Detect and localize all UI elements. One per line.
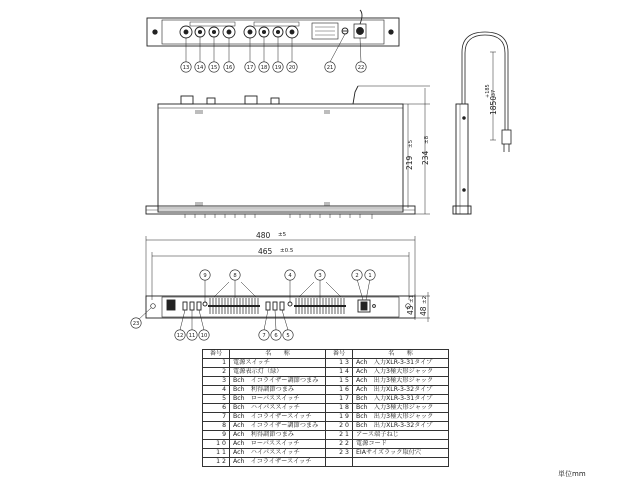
callout-number: 22	[357, 65, 365, 71]
part-name-cell: Bch 入力XLR-3-31タイプ	[353, 395, 449, 404]
part-number-cell: 3	[203, 377, 230, 386]
depth-219-tolerance: ±5	[408, 139, 414, 148]
table-row	[203, 395, 449, 404]
header-number-right: 番号	[326, 350, 353, 359]
part-number-cell: 2	[203, 368, 230, 377]
callout-number: 5	[286, 333, 290, 339]
part-name-cell: Ach 入力3極大形ジャック	[353, 368, 449, 377]
part-number-cell: 1 1	[203, 449, 230, 458]
table-row	[203, 422, 449, 431]
part-name-cell: アース端子ねじ	[353, 431, 449, 440]
front-callout-1	[365, 270, 375, 280]
table-row	[203, 377, 449, 386]
front-view	[146, 296, 415, 318]
part-number-cell: 1 2	[203, 458, 230, 467]
part-name-cell: EIAサイズラック取付穴	[353, 449, 449, 458]
part-name-cell: Bch ハイパススイッチ	[230, 404, 326, 413]
callout-number: 21	[326, 65, 334, 71]
width-480-label: 480	[256, 231, 271, 240]
callout-number: 9	[203, 273, 207, 279]
width-465-tolerance: ±0.5	[280, 248, 294, 254]
height-43-label: 43	[406, 305, 415, 315]
part-name-cell: Bch 利得調節つまみ	[230, 386, 326, 395]
part-number-cell: 9	[203, 431, 230, 440]
part-number-cell: 1	[203, 359, 230, 368]
part-number-cell: 1 4	[326, 368, 353, 377]
part-number-cell: 2 0	[326, 422, 353, 431]
part-number-cell: 2 3	[326, 449, 353, 458]
header-name-left: 名 称	[230, 350, 326, 359]
part-number-cell: 7	[203, 413, 230, 422]
front-callout-5	[283, 330, 293, 340]
callout-number: 11	[188, 333, 196, 339]
callout-number: 7	[262, 333, 266, 339]
top-view	[146, 86, 415, 219]
front-callout-9	[200, 270, 210, 280]
part-name-cell: Ach 入力XLR-3-31タイプ	[353, 359, 449, 368]
cord-tolerance-minus: -37	[491, 89, 497, 98]
table-row	[203, 404, 449, 413]
rear-callouts	[181, 62, 366, 72]
front-callout-2	[352, 270, 362, 280]
part-name-cell: Ach ハイパススイッチ	[230, 449, 326, 458]
callout-number: 10	[200, 333, 208, 339]
part-name-cell: Ach 利得調節つまみ	[230, 431, 326, 440]
rear-callout-15	[209, 62, 219, 72]
part-number-cell	[326, 458, 353, 467]
width-480-tolerance: ±5	[278, 232, 287, 238]
callout-number: 19	[274, 65, 282, 71]
part-name-cell: Bch 出力XLR-3-32タイプ	[353, 422, 449, 431]
part-number-cell: 1 7	[326, 395, 353, 404]
part-number-cell: 8	[203, 422, 230, 431]
part-name-cell: Ach イコライザースイッチ	[230, 458, 326, 467]
width-465-label: 465	[258, 247, 273, 256]
rear-view	[147, 10, 399, 46]
part-number-cell: 1 3	[326, 359, 353, 368]
callout-number: 8	[233, 273, 237, 279]
part-number-cell: 1 8	[326, 404, 353, 413]
part-number-cell: 1 6	[326, 386, 353, 395]
width-dimension-lines	[146, 236, 415, 300]
callout-number: 20	[288, 65, 296, 71]
part-name-cell: Bch 入力3極大形ジャック	[353, 404, 449, 413]
part-name-cell: 電源表示灯（緑）	[230, 368, 326, 377]
front-callout-4	[285, 270, 295, 280]
part-name-cell	[353, 458, 449, 467]
depth-dimension-lines	[358, 86, 430, 214]
height-48-label: 48	[419, 306, 428, 316]
rear-callout-17	[245, 62, 255, 72]
cord-length-label: 1850	[489, 95, 498, 115]
header-name-right: 名 称	[353, 350, 449, 359]
front-callout-3	[315, 270, 325, 280]
rear-callout-19	[273, 62, 283, 72]
callout-number: 18	[260, 65, 268, 71]
part-number-cell: 1 0	[203, 440, 230, 449]
rear-leaders	[186, 34, 361, 62]
part-number-cell: 1 5	[326, 377, 353, 386]
header-number-left: 番号	[203, 350, 230, 359]
rear-callout-14	[195, 62, 205, 72]
callout-number: 2	[355, 273, 359, 279]
table-row	[203, 368, 449, 377]
bch-eq-sliders	[294, 298, 346, 314]
side-view	[453, 104, 471, 214]
table-row	[203, 359, 449, 368]
table-header-row	[203, 350, 449, 359]
depth-234-tolerance: ±8	[424, 135, 430, 144]
front-callout-8	[230, 270, 240, 280]
part-number-cell: 2 1	[326, 431, 353, 440]
part-name-cell: 電源スイッチ	[230, 359, 326, 368]
rear-callout-13	[181, 62, 191, 72]
table-row	[203, 449, 449, 458]
front-callout-7	[259, 330, 269, 340]
callout-number: 6	[274, 333, 278, 339]
part-name-cell: Bch イコライザースイッチ	[230, 413, 326, 422]
part-name-cell: Ach 出力3極大形ジャック	[353, 377, 449, 386]
callout-number: 17	[246, 65, 254, 71]
parts-table	[202, 349, 449, 467]
front-callout-6	[271, 330, 281, 340]
part-name-cell: Bch ローパススイッチ	[230, 395, 326, 404]
table-row	[203, 431, 449, 440]
callout-number: 13	[182, 65, 190, 71]
height-48-tolerance: ±2	[422, 295, 428, 304]
part-number-cell: 5	[203, 395, 230, 404]
depth-219-label: 219	[405, 155, 414, 170]
cord-tolerance-plus: +185	[485, 84, 491, 98]
unit-note: 単位mm	[558, 470, 586, 478]
part-name-cell: Bch イコライザー調節つまみ	[230, 377, 326, 386]
part-number-cell: 2 2	[326, 440, 353, 449]
part-number-cell: 4	[203, 386, 230, 395]
callout-number: 12	[176, 333, 184, 339]
rear-callout-16	[224, 62, 234, 72]
table-row	[203, 413, 449, 422]
rear-callout-20	[287, 62, 297, 72]
parts-table-body	[203, 359, 449, 467]
front-callout-11	[187, 330, 197, 340]
table-row	[203, 440, 449, 449]
table-row	[203, 458, 449, 467]
callout-number: 15	[210, 65, 218, 71]
part-name-cell: Ach ローパススイッチ	[230, 440, 326, 449]
callout-number: 4	[288, 273, 292, 279]
callout-number: 1	[368, 273, 372, 279]
rear-callout-21	[325, 62, 335, 72]
front-callout-23	[131, 318, 141, 328]
part-name-cell: Ach 出力XLR-3-32タイプ	[353, 386, 449, 395]
part-name-cell: Ach イコライザー調節つまみ	[230, 422, 326, 431]
part-number-cell: 1 9	[326, 413, 353, 422]
callout-number: 16	[225, 65, 233, 71]
part-name-cell: 電源コード	[353, 440, 449, 449]
rear-callout-18	[259, 62, 269, 72]
height-43-tolerance: ±1	[409, 294, 415, 303]
table-row	[203, 386, 449, 395]
callout-number: 3	[318, 273, 322, 279]
front-callout-12	[175, 330, 185, 340]
ach-eq-sliders	[208, 298, 260, 314]
callout-number: 14	[196, 65, 204, 71]
callout-number: 23	[132, 321, 140, 327]
part-name-cell: Bch 出力3極大形ジャック	[353, 413, 449, 422]
front-callout-10	[199, 330, 209, 340]
rear-callout-22	[356, 62, 366, 72]
part-number-cell: 6	[203, 404, 230, 413]
depth-234-label: 234	[421, 150, 430, 165]
